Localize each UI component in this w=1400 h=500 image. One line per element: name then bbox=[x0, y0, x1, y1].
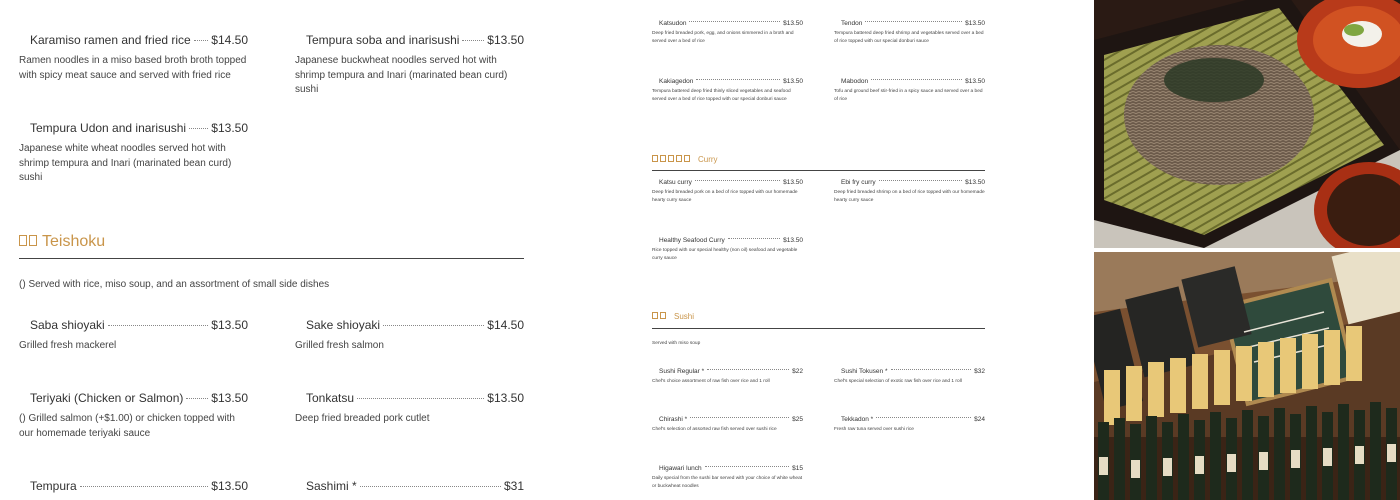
item-price: $15 bbox=[792, 465, 803, 472]
section-heading-curry bbox=[652, 155, 718, 164]
menu-item bbox=[19, 33, 248, 83]
section-title: Sushi bbox=[674, 312, 695, 321]
soba-photo bbox=[1094, 0, 1400, 248]
item-price: $13.50 bbox=[783, 179, 803, 186]
item-description: Fresh raw tuna served over sushi rice bbox=[834, 427, 914, 432]
menu-page-large bbox=[0, 0, 540, 500]
item-name: Mabodon bbox=[841, 78, 869, 85]
section-note: Served with miso soup bbox=[652, 341, 701, 346]
menu-item bbox=[834, 78, 985, 103]
item-name: Chirashi * bbox=[659, 416, 688, 423]
menu-item bbox=[834, 416, 985, 434]
item-description: Japanese white wheat noodles served hot with shrimp tempura and Inari (marinated bean curd) sushi bbox=[19, 143, 232, 183]
item-price: $13.50 bbox=[783, 20, 803, 27]
item-description: Ramen noodles in a miso based broth broth topped with spicy meat sauce and served with fried rice bbox=[19, 55, 247, 81]
item-description: Grilled fresh salmon bbox=[295, 340, 384, 351]
menu-item bbox=[19, 121, 248, 186]
item-price: $32 bbox=[974, 368, 985, 375]
menu-item bbox=[19, 391, 248, 441]
section-divider bbox=[652, 328, 985, 329]
item-price: $13.50 bbox=[965, 78, 985, 85]
section-title: Teishoku bbox=[42, 233, 106, 250]
menu-item bbox=[834, 368, 985, 386]
menu-item bbox=[19, 318, 248, 354]
item-name: Tonkatsu bbox=[306, 391, 355, 405]
menu-item bbox=[19, 479, 248, 493]
section-heading-teishoku bbox=[19, 233, 105, 251]
item-name: Tempura bbox=[30, 479, 77, 493]
kanji-glyph-icon bbox=[652, 312, 658, 319]
item-description: Chef's special selection of exotic raw fish over rice and 1 roll bbox=[834, 379, 962, 384]
item-description: Deep fried breaded pork, egg, and onions simmered in a broth and served over a bed of rice bbox=[652, 31, 794, 44]
item-name: Sashimi * bbox=[306, 479, 357, 493]
section-note: () Served with rice, miso soup, and an assortment of small side dishes bbox=[19, 279, 330, 290]
item-description: Grilled fresh mackerel bbox=[19, 340, 117, 351]
item-name: Ebi fry curry bbox=[841, 179, 876, 186]
item-description: () Grilled salmon (+$1.00) or chicken topped with our homemade teriyaki sauce bbox=[19, 413, 235, 439]
menu-item bbox=[295, 391, 524, 427]
section-heading-sushi bbox=[652, 312, 694, 321]
item-name: Healthy Seafood Curry bbox=[659, 237, 725, 244]
item-price: $31 bbox=[503, 479, 524, 493]
item-description: Deep fried breaded pork on a bed of rice topped with our homemade hearty curry sauce bbox=[652, 190, 798, 203]
section-title: Curry bbox=[698, 155, 718, 164]
item-name: Tempura soba and inarisushi bbox=[306, 33, 460, 47]
item-name: Tempura Udon and inarisushi bbox=[30, 121, 187, 135]
item-name: Saba shioyaki bbox=[30, 318, 105, 332]
item-name: Higawari lunch bbox=[659, 465, 702, 472]
menu-item bbox=[295, 33, 524, 98]
item-price: $13.50 bbox=[211, 391, 248, 405]
item-price: $25 bbox=[792, 416, 803, 423]
item-description: Tempura battered deep fried shrimp and vegetables served over a bed of rice topped with our special donburi sauce bbox=[834, 31, 984, 44]
menu-item bbox=[295, 479, 524, 493]
kanji-glyph-icon bbox=[660, 155, 666, 162]
item-description: Chef's choice assortment of raw fish over rice and 1 roll bbox=[652, 379, 770, 384]
item-description: Daily special from the sushi bar served with your choice of white wheat or buckwheat noodles bbox=[652, 476, 803, 489]
menu-item bbox=[834, 179, 985, 204]
menu-item bbox=[834, 20, 985, 45]
item-price: $13.50 bbox=[783, 237, 803, 244]
menu-item bbox=[652, 20, 803, 45]
item-name: Kakiagedon bbox=[659, 78, 694, 85]
menu-item bbox=[652, 237, 803, 262]
menu-item bbox=[652, 465, 803, 490]
item-price: $22 bbox=[792, 368, 803, 375]
section-divider bbox=[652, 170, 985, 171]
kanji-glyph-icon bbox=[668, 155, 674, 162]
menu-item bbox=[652, 368, 803, 386]
kanji-glyph-icon bbox=[676, 155, 682, 162]
menu-item bbox=[652, 179, 803, 204]
kanji-glyph-icon bbox=[684, 155, 690, 162]
item-price: $13.50 bbox=[965, 20, 985, 27]
item-description: Deep fried breaded shrimp on a bed of rice topped with our homemade hearty curry sauce bbox=[834, 190, 985, 203]
item-price: $13.50 bbox=[965, 179, 985, 186]
item-name: Katsudon bbox=[659, 20, 687, 27]
item-price: $24 bbox=[974, 416, 985, 423]
kanji-glyph-icon bbox=[652, 155, 658, 162]
item-description: Japanese buckwheat noodles served hot with shrimp tempura and Inari (marinated bean curd) sushi bbox=[295, 55, 508, 95]
item-name: Sushi Regular * bbox=[659, 368, 705, 375]
kanji-glyph-icon bbox=[19, 235, 27, 246]
item-name: Tekkadon * bbox=[841, 416, 874, 423]
item-price: $14.50 bbox=[211, 33, 248, 47]
menu-item bbox=[652, 416, 803, 434]
item-description: Chef's selection of assorted raw fish served over sushi rice bbox=[652, 427, 777, 432]
item-price: $13.50 bbox=[211, 318, 248, 332]
item-price: $13.50 bbox=[783, 78, 803, 85]
item-name: Sushi Tokusen * bbox=[841, 368, 888, 375]
kanji-glyph-icon bbox=[660, 312, 666, 319]
item-price: $13.50 bbox=[487, 33, 524, 47]
item-name: Sake shioyaki bbox=[306, 318, 381, 332]
item-price: $14.50 bbox=[487, 318, 524, 332]
item-name: Teriyaki (Chicken or Salmon) bbox=[30, 391, 184, 405]
menu-item bbox=[295, 318, 524, 354]
restaurant-interior-photo bbox=[1094, 252, 1400, 500]
item-description: Rice topped with our special healthy (non oil) seafood and vegetable curry sauce bbox=[652, 248, 798, 261]
item-price: $13.50 bbox=[211, 121, 248, 135]
item-name: Katsu curry bbox=[659, 179, 692, 186]
item-description: Tempura battered deep fried thinly sliced vegetables and seafood served over a bed of rice topped with our special donburi sauce bbox=[652, 89, 791, 102]
menu-page-small bbox=[640, 0, 1000, 500]
item-description: Tofu and ground beef stir-fried in a spicy sauce and served over a bed of rice bbox=[834, 89, 983, 102]
item-price: $13.50 bbox=[487, 391, 524, 405]
item-name: Karamiso ramen and fried rice bbox=[30, 33, 191, 47]
kanji-glyph-icon bbox=[29, 235, 37, 246]
item-price: $13.50 bbox=[211, 479, 248, 493]
item-name: Tendon bbox=[841, 20, 863, 27]
menu-item bbox=[652, 78, 803, 103]
section-divider bbox=[19, 258, 524, 259]
item-description: Deep fried breaded pork cutlet bbox=[295, 413, 430, 424]
